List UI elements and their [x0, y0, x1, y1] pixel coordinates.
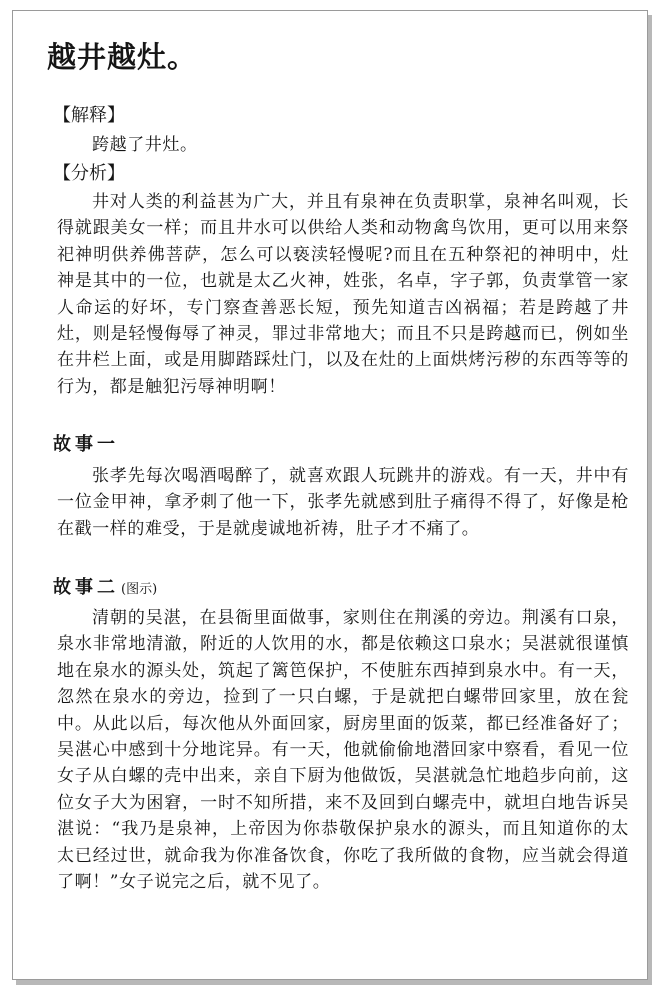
- story1-heading-text: 故事一: [53, 434, 119, 455]
- analysis-label: 【分析】: [53, 163, 125, 184]
- story1-heading: [53, 432, 119, 458]
- page-title: 越井越灶。: [47, 40, 198, 74]
- analysis-text: 井对人类的利益甚为广大，并且有泉神在负责职掌，泉神名叫观，长得就跟美女一样；而且井水可以供给人类和动物禽鸟饮用，更可以用来祭祀神明供养佛菩萨，怎么可以亵渎轻慢呢?而且在五种祭祀的神明中，灶神是其中的一位，也就是太乙火神，姓张，名卓，字子郭，负责掌管一家人命运的好坏，专门察查善恶长短，预先知道吉凶祸福；若是跨越了井灶，则是轻慢侮辱了神灵，罪过非常地大；而且不只是跨越而已，例如坐在井栏上面，或是用脚踏踩灶门，以及在灶的上面烘烤污秽的东西等等的行为，都是触犯污辱神明啊！: [57, 192, 629, 397]
- story2-text: 清朝的吴湛，在县衙里面做事，家则住在荆溪的旁边。荆溪有口泉，泉水非常地清澈，附近的人饮用的水，都是依赖这口泉水；吴湛就很谨慎地在泉水的源头处，筑起了篱笆保护，不使脏东西掉到泉水中。有一天，忽然在泉水的旁边，捡到了一只白螺，于是就把白螺带回家里，放在瓮中。从此以后，每次他从外面回家，厨房里面的饭菜，都已经准备好了；吴湛心中感到十分地诧异。有一天，他就偷偷地潜回家中察看，看见一位女子从白螺的壳中出来，亲自下厨为他做饭，吴湛就急忙地趋步向前，这位女子大为困窘，一时不知所措，来不及回到白螺壳中，就坦白地告诉吴湛说：“我乃是泉神，上帝因为你恭敬保护泉水的源头，而且知道你的太太已经过世，就命我为你准备饮食，你吃了我所做的食物，应当就会得道了啊！”女子说完之后，就不见了。: [57, 608, 629, 893]
- story2-heading: [53, 575, 157, 603]
- explanation-label: 【解释】: [53, 105, 125, 126]
- story2-heading-text: 故事二: [53, 577, 119, 598]
- story1-text: 张孝先每次喝酒喝醉了，就喜欢跟人玩跳井的游戏。有一天，井中有一位金甲神，拿矛刺了他一下，张孝先就感到肚子痛得不得了，好像是枪在戳一样的难受，于是就虔诚地祈祷，肚子才不痛了。: [57, 466, 629, 539]
- explanation-text: 跨越了井灶。: [92, 135, 198, 155]
- story2-figure-note: (图示): [121, 582, 158, 597]
- page: [12, 10, 648, 980]
